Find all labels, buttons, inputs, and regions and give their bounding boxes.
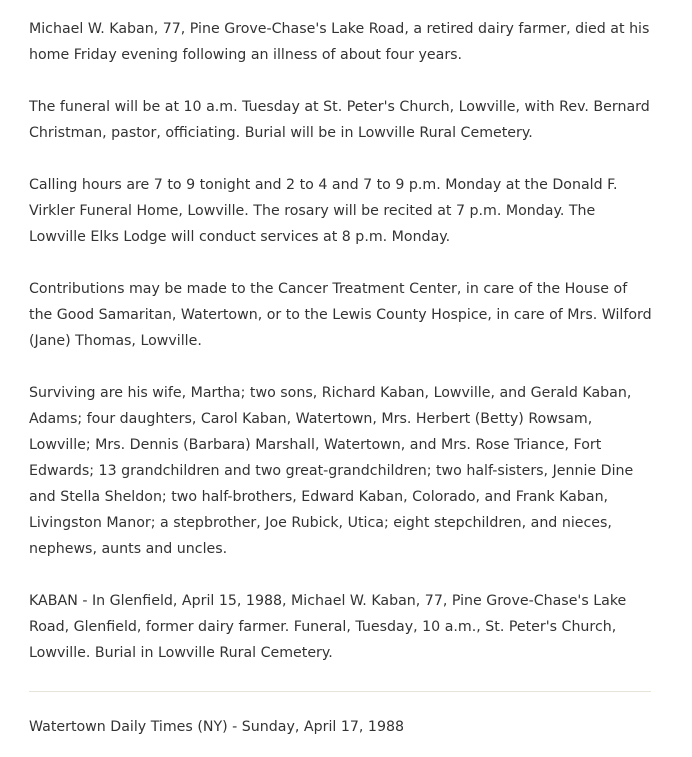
source-divider [29, 691, 651, 692]
obituary-paragraph-survivors: Surviving are his wife, Martha; two sons, Richard Kaban, Lowville, and Gerald Kaban, Adams; four daughters, Carol Kaban, Watertown, Mrs. Herbert (Betty) Rowsam, Lowville; Mrs. Dennis (Barbara) Marshall, Watertown, and Mrs. Rose Triance, Fort Edwards; 13 grandchildren and two great-grandchildren; two half-sisters, Jennie Dine and Stella Sheldon; two half-brothers, Edward Kaban, Colorado, and Frank Kaban, Livingston Manor; a stepbrother, Joe Rubick, Utica; eight stepchildren, and nieces, nephews, aunts and uncles. [29, 385, 634, 557]
obituary-paragraph-funeral: The funeral will be at 10 a.m. Tuesday at St. Peter's Church, Lowville, with Rev. Bernard Christman, pastor, officiating. Burial will be in Lowville Rural Cemetery. [29, 99, 650, 141]
source-citation: Watertown Daily Times (NY) - Sunday, April 17, 1988 [29, 719, 405, 735]
obituary-paragraph-legal-notice: KABAN - In Glenfield, April 15, 1988, Michael W. Kaban, 77, Pine Grove-Chase's Lake Road, Glenfield, former dairy farmer. Funeral, Tuesday, 10 a.m., St. Peter's Church, Lowville. Burial in Lowville Rural Cemetery. [29, 593, 627, 661]
obituary-paragraph-contributions: Contributions may be made to the Cancer Treatment Center, in care of the House of the Good Samaritan, Watertown, or to the Lewis County Hospice, in care of Mrs. Wilford (Jane) Thomas, Lowville. [29, 281, 652, 349]
obituary-paragraph-calling-hours: Calling hours are 7 to 9 tonight and 2 to 4 and 7 to 9 p.m. Monday at the Donald F. Virkler Funeral Home, Lowville. The rosary will be recited at 7 p.m. Monday. The Lowville Elks Lodge will conduct services at 8 p.m. Monday. [29, 177, 618, 245]
obituary-paragraph-death-notice: Michael W. Kaban, 77, Pine Grove-Chase's Lake Road, a retired dairy farmer, died at his home Friday evening following an illness of about four years. [29, 21, 650, 63]
